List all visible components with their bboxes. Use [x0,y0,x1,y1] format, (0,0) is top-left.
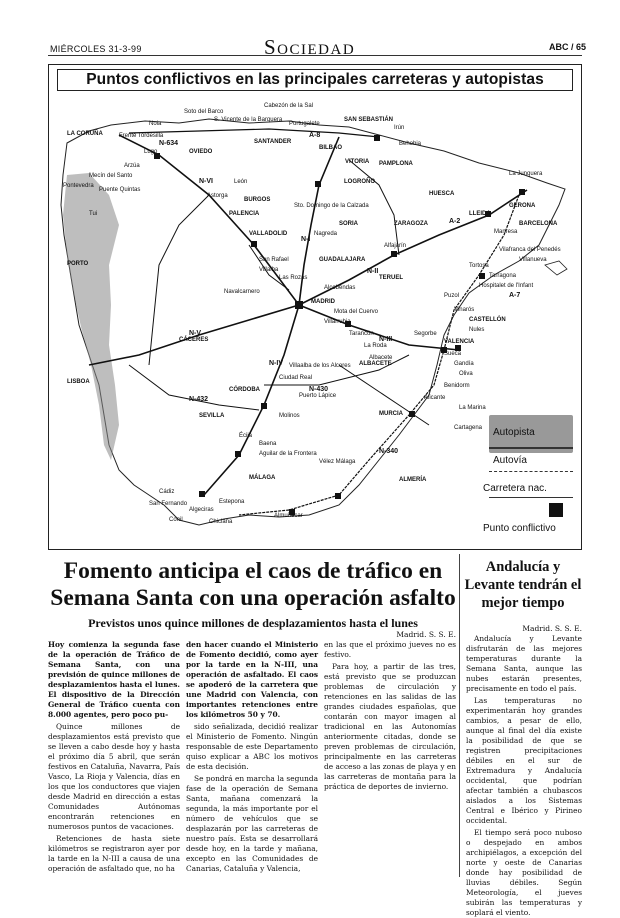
map-city-label: Nules [469,327,485,333]
map-city-label: Chiclana [209,519,233,525]
article-column-2 [186,640,318,874]
map-city-label: S. Vicente de la Barquera [214,117,283,123]
map-city-label: Algeciras [189,507,214,513]
map-city-label: Vélez Málaga [319,459,356,465]
map-city-label: LOGROÑO [344,179,375,185]
map-city-label: Benidorm [444,383,470,389]
map-city-label: Lugo [144,149,158,155]
map-city-label: Vilafranca del Penedés [499,247,561,253]
road-a-8 [129,129,379,137]
map-city-label: Soto del Barco [184,109,224,115]
road-n-iv [204,305,299,495]
section-title: Sociedad [264,35,356,59]
conflict-point [295,301,303,309]
map-city-label: Navalcarnero [224,289,260,295]
map-road-label: N-IV [269,360,283,367]
map-city-label: Tortosa [469,263,489,269]
article-paragraph: en las que el próximo jueves no es festivo. [324,640,456,659]
map-city-label: TERUEL [379,275,403,281]
map-city-label: Sueca [444,351,462,357]
map-road-label: N-II [367,268,379,275]
map-city-label: SEVILLA [199,413,225,419]
map-city-label: La Junquera [509,171,543,177]
map-city-label: Pontevedra [63,183,94,189]
map-city-label: Alcobendas [324,285,356,291]
column-divider [459,554,460,877]
spain-road-map [49,65,583,551]
map-road-label: N-III [379,336,393,343]
header-rule [48,55,582,56]
map-city-label: Cádiz [159,489,175,495]
conflict-point [391,251,397,257]
map-city-label: Villarrubia [324,319,351,325]
map-road-label: N-432 [189,396,209,403]
map-city-label: Albacete [369,355,393,361]
article-paragraph: Para hoy, a partir de las tres, está previsto que se produzcan problemas de circulación y retenciones en las salidas de las grandes ciudades españolas, que contarán con mayor imagen al tradicional en las Autonomías anteriormente citadas, donde se preven problemas de circulación, principalmente en las carreteras de acceso a las zonas de playa y en las carreteras de montaña para la práctica de deportes de invierno. [324,662,456,791]
article-lead-paragraph: den hacer cuando el Ministerio de Fomento decidió, como ayer por la tarde en la N-III, una operación de asfaltado. El caos se apoderó de la carretera que une Madrid con Valencia, con importantes retenciones entre los kilómetros 50 y 70. [186,640,318,719]
map-city-label: LLEIDA [469,211,491,217]
sidebar-byline: Madrid. S. S. E. [522,624,582,633]
map-city-label: La Roda [364,343,387,349]
article-byline: Madrid. S. S. E. [396,630,456,639]
map-city-label: Astorga [207,193,228,199]
map-city-label: VALLADOLID [249,231,288,237]
map-city-label: Portugalete [289,121,320,127]
map-city-label: Noia [149,121,162,127]
map-city-label: Oliva [459,371,473,377]
map-city-label: León [234,179,248,185]
legend-autopista-label: Autopista [493,427,535,438]
map-city-label: Tarancón [349,331,374,337]
map-city-label: MÁLAGA [249,475,276,481]
legend-carretera-line [489,497,573,498]
map-city-label: GUADALAJARA [319,257,366,263]
map-city-label: Tui [89,211,98,217]
map-city-label: Molinos [279,413,300,419]
map-city-label: HUESCA [429,191,455,197]
map-city-label: Behobia [399,141,422,147]
map-city-label: Gandía [454,361,474,367]
page-date: MIÉRCOLES 31-3-99 [50,44,142,54]
conflict-point [374,135,380,141]
map-city-label: BARCELONA [519,221,558,227]
map-city-label: Villalba [259,267,279,273]
map-city-label: ALMERÍA [399,477,427,483]
map-city-label: Cabezón de la Sal [264,103,314,109]
map-city-label: Hospitalet de l'Infant [479,283,534,289]
map-city-label: SORIA [339,221,359,227]
map-city-label: Alicante [424,395,446,401]
map-city-label: Sto. Domingo de la Calzada [294,203,369,209]
conflict-point [315,181,321,187]
map-road-label: N-340 [379,448,399,455]
map-city-label: PORTO [67,261,89,267]
conflict-point [235,451,241,457]
map-city-label: Alfajarín [384,243,407,249]
map-city-label: Estepona [219,499,245,505]
map-city-label: ZARAGOZA [394,221,428,227]
map-city-label: Segorbe [414,331,437,337]
map-city-label: San Fernando [149,501,188,507]
map-road-label: N-634 [159,140,179,147]
page-reference: ABC / 65 [549,42,587,52]
map-city-label: VITORIA [345,159,370,165]
map-city-label: Manresa [494,229,518,235]
conflict-point [199,491,205,497]
map-city-label: LA CORUÑA [67,131,103,137]
map-city-label: Cartagena [454,425,483,431]
article-paragraph: Retenciones de hasta siete kilómetros se registraron ayer por la tarde en la N-III a causa de una operación de asfaltado que, no ha [48,834,180,873]
legend-conflict-label: Punto conflictivo [483,523,556,534]
map-city-label: Baena [259,441,277,447]
city-labels [63,103,561,525]
legend-autopista-line [489,447,573,449]
map-city-label: ALBACETE [359,361,392,367]
map-city-label: Puerto Lápice [299,393,337,399]
map-city-label: La Marina [459,405,486,411]
article-paragraph: sido señalizada, decidió realizar el Ministerio de Fomento. Ningún responsable de este Departamento quiso explicar a ABC los motivos de esta decisión. [186,722,318,771]
map-road-label: N-430 [309,386,329,393]
article-lead-paragraph: Hoy comienza la segunda fase de la operación de Tráfico de Semana Santa, con una previsión de quince millones de desplazamientos hasta el lunes. El dispositivo de la Dirección General de Tráfico cuenta con 8.000 agentes, pero poco pu- [48,640,180,719]
map-city-label: CÁCERES [179,337,209,343]
map-city-label: BURGOS [244,197,271,203]
map-city-label: Mota del Cuervo [334,309,379,315]
legend-conflict-swatch [549,503,563,517]
map-road-label: N-V [189,330,202,337]
map-city-label: BILBAO [319,145,342,151]
map-city-label: Écija [239,433,253,439]
map-city-label: Conil [169,517,183,523]
map-road-label: N-I [301,236,311,243]
map-road-label: A-8 [309,132,321,139]
map-city-label: Mecín del Santo [89,173,133,179]
article-column-3 [324,630,456,874]
conflict-point [519,189,525,195]
sidebar-paragraph: El tiempo será poco nuboso o despejado en ambos archipiélagos, a excepción del norte y oeste de Canarias donde hay posibilidad de lluvias débiles. Según Meteorología, el jueves subirán las temperaturas y soplará el viento. [466,828,582,917]
map-city-label: Tarragona [489,273,517,279]
road-n-vi [119,135,299,305]
map-city-label: SAN SEBASTIÁN [344,117,394,123]
map-city-label: Frente Tordesilla [119,133,164,139]
conflict-point [261,403,267,409]
map-city-label: Villanueva [519,257,547,263]
map-city-label: Villaalba de los Alcores [289,363,351,369]
article-headline: Fomento anticipa el caos de tráfico en Semana Santa con una operación asfalto [50,558,456,611]
conflict-point [479,273,485,279]
map-city-label: PAMPLONA [379,161,413,167]
sidebar-headline: Andalucía y Levante tendrán el mejor tiempo [464,559,582,611]
article-paragraph: Se pondrá en marcha la segunda fase de la operación de Semana Santa, mañana comenzará la segunda, la más importante por el número de vehículos que se desplazarán por las carreteras de nuestro país. Esta se desarrollará desde hoy, en la tarde y mañana, excepto en las Comunidades de Canarias, Cataluña y Valencia, [186,774,318,873]
legend-autovia-line [489,471,573,472]
article-paragraph: Quince millones de desplazamientos está previsto que se lleven a cabo desde hoy y hasta el próximo día 5 abril, que serán festivos en Cataluña, Navarra, País Vasco, La Rioja y Valencia, días en los que los conductores que viajen desde Madrid en dirección a estas Comunidades Autónomas encontrarán retenciones en numerosos puntos de vacaciones. [48,722,180,831]
map-city-label: GERONA [509,203,536,209]
map-city-label: Almuñécar [274,513,303,519]
map-city-label: Puzol [444,293,460,299]
map-city-label: MURCIA [379,411,403,417]
map-city-label: CÓRDOBA [229,387,260,393]
map-city-label: OVIEDO [189,149,213,155]
article-column-1 [48,640,180,874]
map-city-label: PALENCIA [229,211,260,217]
map-city-label: LISBOA [67,379,90,385]
map-city-label: Vinarós [454,307,475,313]
sidebar-paragraph: Las temperaturas no experimentarán hoy grandes cambios, a pesar de ello, aunque al final del día existe la posibilidad de que se registren precipitaciones débiles en el sur de Extremadura y Andalucía occidental, que podrían afectar también a chubascos aislados a los Sistemas Central e Ibérico y Pirineo occidental. [466,696,582,825]
map-city-label: Arzúa [124,163,140,169]
road-network [89,129,527,515]
conflict-points [154,135,525,515]
map-city-label: Puente Quintas [99,187,141,193]
map-road-label: A-2 [449,218,461,225]
map-city-label: MADRID [311,299,335,305]
map-road-label: N-VI [199,178,213,185]
map-city-label: Ciudad Real [279,375,313,381]
map-city-label: SANTANDER [254,139,292,145]
legend-autovia-label: Autovía [493,455,527,466]
legend-carretera-label: Carretera nac. [483,483,547,494]
map-road-label: A-7 [509,292,521,299]
sidebar-column [466,624,582,917]
conflict-point [251,241,257,247]
map-city-label: CASTELLÓN [469,317,506,323]
map-city-label: VALENCIA [444,339,475,345]
conflict-point [335,493,341,499]
conflict-point [409,411,415,417]
map-city-label: San Rafael [259,257,289,263]
road-map-figure [48,64,582,550]
map-city-label: Aguilar de la Frontera [259,451,317,457]
article-subheadline: Previstos unos quince millones de desplazamientos hasta el lunes [88,616,418,630]
map-city-label: Las Rozas [279,275,308,281]
map-title: Puntos conflictivos en las principales carreteras y autopistas [57,69,573,91]
sidebar-paragraph: Andalucía y Levante disfrutarán de las mejores temperaturas durante la Semana Santa, aunque las nubes estarán presentes, precisamente en todo el país. [466,634,582,693]
map-city-label: Irún [394,125,405,131]
map-city-label: Nagreda [314,231,338,237]
balearic-islands [545,261,567,275]
